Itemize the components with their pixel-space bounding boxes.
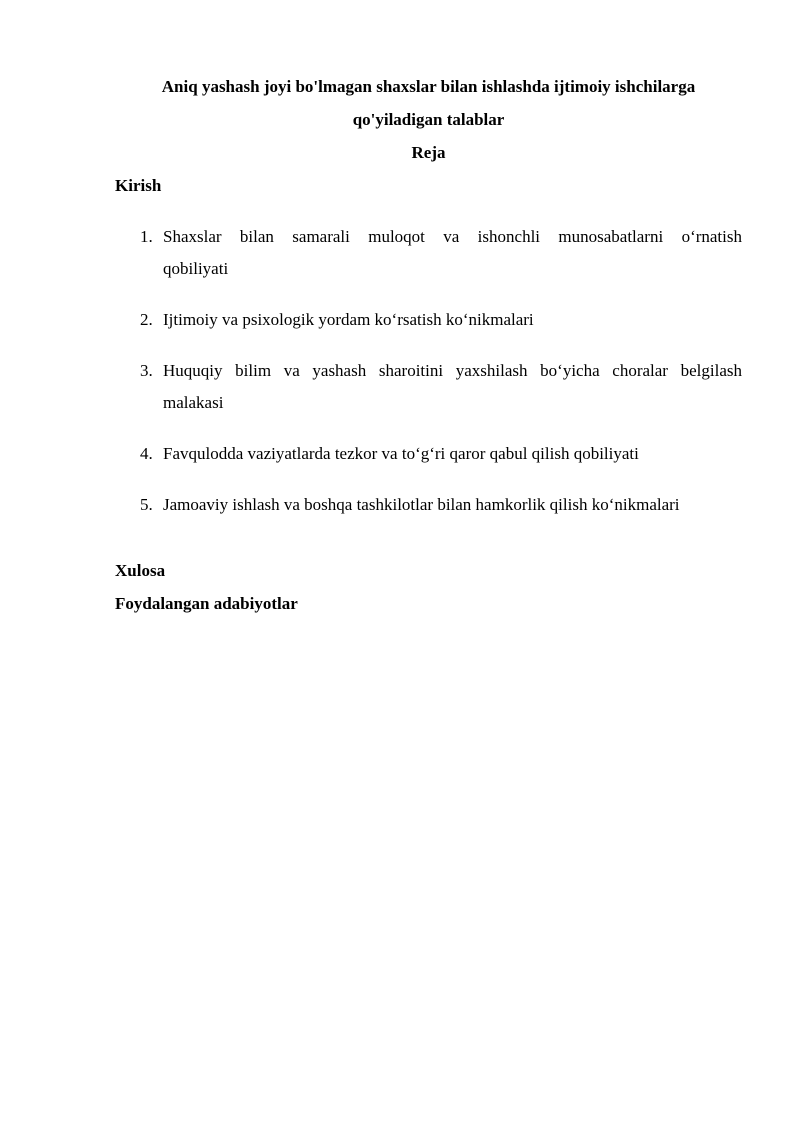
plan-list-item: [115, 438, 742, 470]
plan-subtitle: Reja: [411, 143, 446, 162]
intro-heading: Kirish: [115, 176, 162, 195]
list-item-number: 2.: [140, 310, 153, 329]
list-item-text-line: qobiliyati: [163, 259, 229, 278]
list-item-text-line: Favqulodda vaziyatlarda tezkor va to‘g‘ri qaror qabul qilish qobiliyati: [163, 444, 639, 463]
references-heading: Foydalangan adabiyotlar: [115, 594, 298, 613]
plan-list-item: [115, 355, 742, 419]
conclusion-heading: Xulosa: [115, 561, 166, 580]
plan-list: [115, 221, 742, 521]
list-item-text-line: Shaxslar bilan samarali muloqot va ishonchli munosabatlarni o‘rnatish: [163, 227, 742, 246]
list-item-number: 1.: [140, 227, 153, 246]
plan-list-item: [115, 221, 742, 285]
plan-list-item: [115, 304, 742, 336]
document-title-line-1: Aniq yashash joyi bo'lmagan shaxslar bilan ishlashda ijtimoiy ishchilarga: [161, 77, 696, 96]
list-item-number: 4.: [140, 444, 153, 463]
list-item-number: 3.: [140, 361, 153, 380]
plan-list-item: [115, 489, 742, 521]
list-item-text-line: malakasi: [163, 393, 224, 412]
list-item-text-line: Huquqiy bilim va yashash sharoitini yaxshilash bo‘yicha choralar belgilash: [163, 361, 742, 380]
list-item-number: 5.: [140, 495, 153, 514]
list-item-text-line: Ijtimoiy va psixologik yordam ko‘rsatish ko‘nikmalari: [163, 310, 534, 329]
document-title-line-2: qo'yiladigan talablar: [352, 110, 505, 129]
list-item-text-line: Jamoaviy ishlash va boshqa tashkilotlar bilan hamkorlik qilish ko‘nikmalari: [163, 495, 680, 514]
